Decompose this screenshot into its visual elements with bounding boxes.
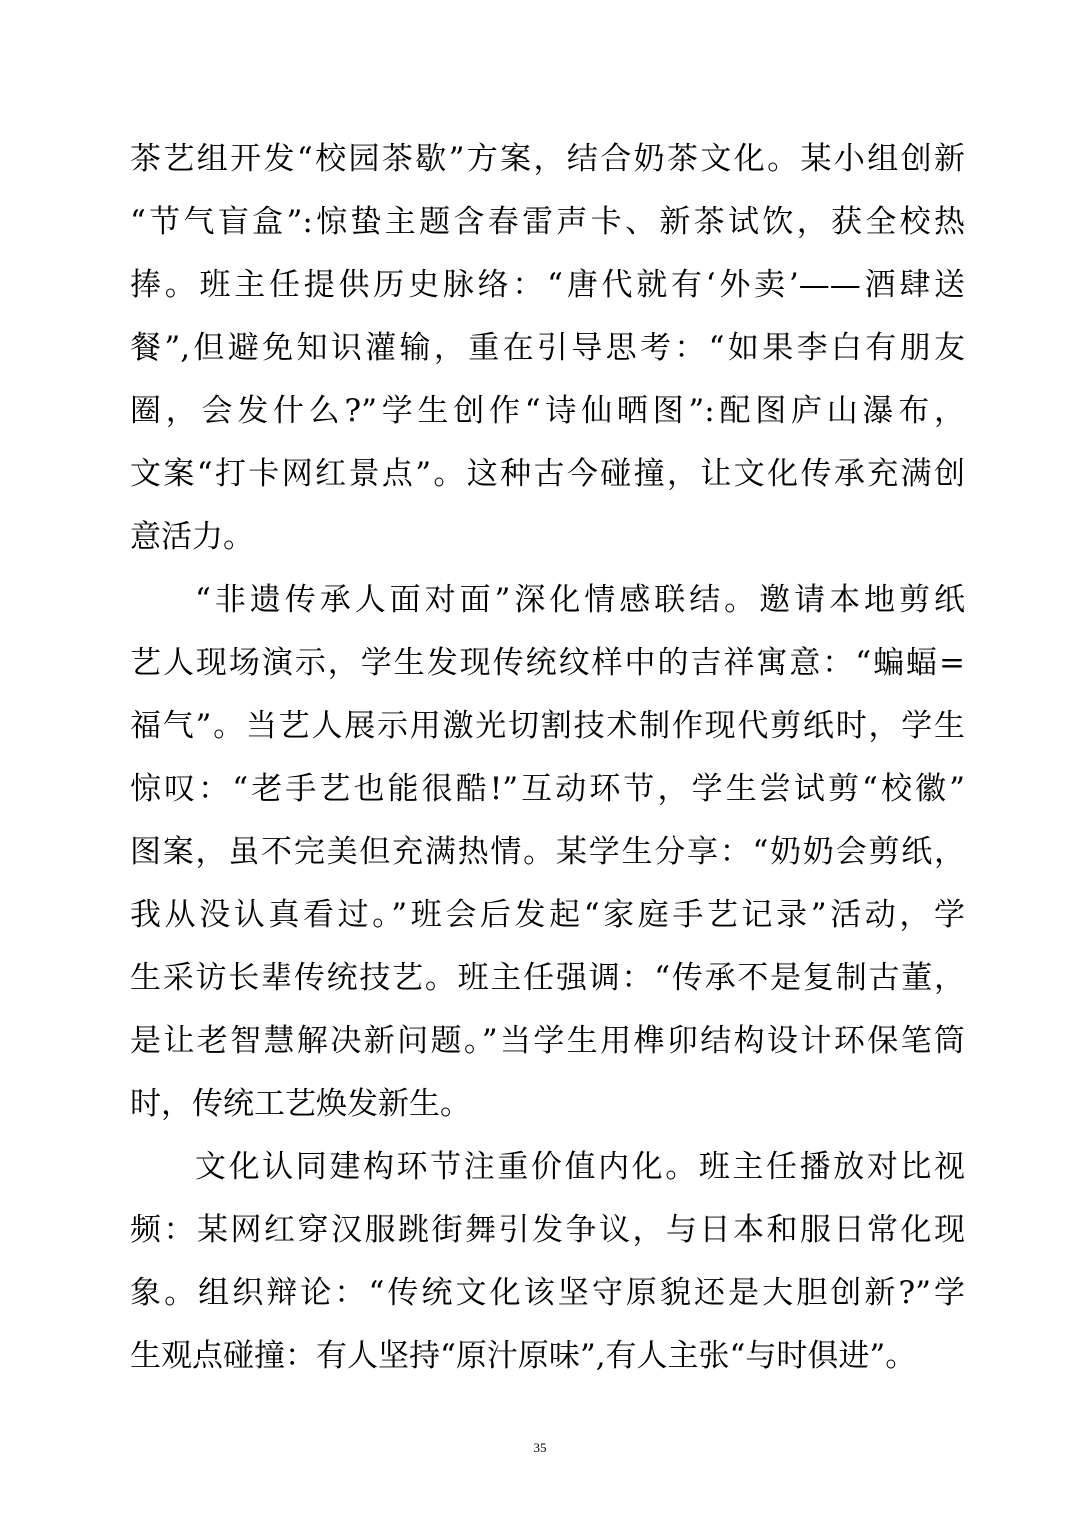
paragraph-3-line-4: 生观点碰撞：有人坚持“原汁原味”,有人主张“与时俱进”。 [130,1338,917,1374]
paragraph-3-line-2: 频：某网红穿汉服跳街舞引发争议，与日本和服日常化现 [130,1212,965,1248]
paragraph-2-line-1: “非遗传承人面对面”深化情感联结。邀请本地剪纸 [195,582,965,618]
paragraph-2-line-9: 时，传统工艺焕发新生。 [130,1086,471,1122]
paragraph-1-line-5: 圈，会发什么?”学生创作“诗仙晒图”:配图庐山瀑布， [130,393,965,429]
page-number: 35 [533,1440,547,1455]
body-text [130,128,965,1388]
paragraph-3-line-1: 文化认同建构环节注重价值内化。班主任播放对比视 [195,1149,965,1185]
paragraph-2-line-6: 我从没认真看过。”班会后发起“家庭手艺记录”活动，学 [130,897,965,933]
paragraph-2-line-7: 生采访长辈传统技艺。班主任强调：“传承不是复制古董， [130,960,965,996]
paragraph-1-line-2: “节气盲盒”:惊蛰主题含春雷声卡、新茶试饮，获全校热 [130,204,965,240]
paragraph-2-line-4: 惊叹：“老手艺也能很酷!”互动环节，学生尝试剪“校徽” [130,771,965,807]
paragraph-3-line-3: 象。组织辩论：“传统文化该坚守原貌还是大胆创新?”学 [130,1275,965,1311]
paragraph-1-line-1: 茶艺组开发“校园茶歇”方案，结合奶茶文化。某小组创新 [130,141,965,177]
paragraph-2-line-3: 福气”。当艺人展示用激光切割技术制作现代剪纸时，学生 [130,708,965,744]
paragraph-2-line-2: 艺人现场演示，学生发现传统纹样中的吉祥寓意：“蝙蝠= [130,645,965,681]
paragraph-1-line-6: 文案“打卡网红景点”。这种古今碰撞，让文化传承充满创 [130,456,965,492]
paragraph-1-line-7: 意活力。 [130,519,254,555]
paragraph-1-line-4: 餐”,但避免知识灌输，重在引导思考：“如果李白有朋友 [130,330,965,366]
paragraph-2-line-5: 图案，虽不完美但充满热情。某学生分享：“奶奶会剪纸， [130,834,965,870]
paragraph-1-line-3: 捧。班主任提供历史脉络：“唐代就有‘外卖’——酒肆送 [130,267,965,303]
paragraph-2-line-8: 是让老智慧解决新问题。”当学生用榫卯结构设计环保笔筒 [130,1023,965,1059]
